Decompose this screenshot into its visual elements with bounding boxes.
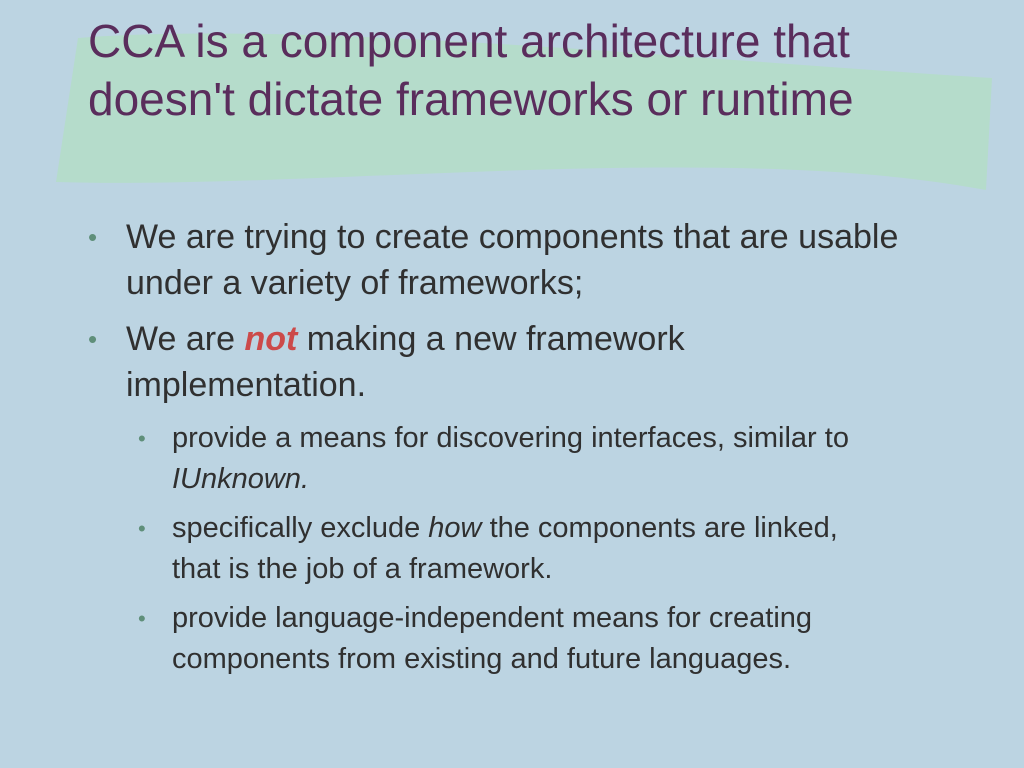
sub-bullet-italic: IUnknown. [172, 463, 310, 495]
sub-bullet-text-after: the components are linked, that is the job of a framework. [172, 512, 838, 585]
sub-bullet-text: provide a means for discovering interfaces, similar to [172, 422, 849, 454]
sub-bullet-text-before: specifically exclude [172, 512, 421, 544]
sub-bullet-dot-icon: • [138, 426, 146, 451]
bullet-dot-icon: • [88, 324, 98, 354]
sub-bullet-dot-icon: • [138, 606, 146, 631]
slide-title: CCA is a component architecture that doesn't dictate frameworks or runtime [88, 15, 854, 125]
bullet-text: We are trying to create components that are usable under a variety of frameworks; [126, 218, 899, 302]
bullet-item [0, 316, 926, 408]
sub-bullet-item [0, 598, 872, 680]
bullet-emphasis: not [244, 320, 298, 358]
bullet-text-before: We are [126, 320, 235, 358]
bullet-text-after: making a new framework implementation. [126, 320, 685, 404]
sub-bullet-italic: how [428, 512, 482, 544]
bullet-item [0, 214, 926, 306]
sub-bullet-item [0, 418, 872, 500]
slide-body [0, 214, 1024, 688]
sub-bullet-item [0, 508, 872, 590]
bullet-dot-icon: • [88, 222, 98, 252]
sub-bullet-text: provide language-independent means for creating components from existing and future languages. [172, 602, 813, 675]
sub-bullet-dot-icon: • [138, 516, 146, 541]
